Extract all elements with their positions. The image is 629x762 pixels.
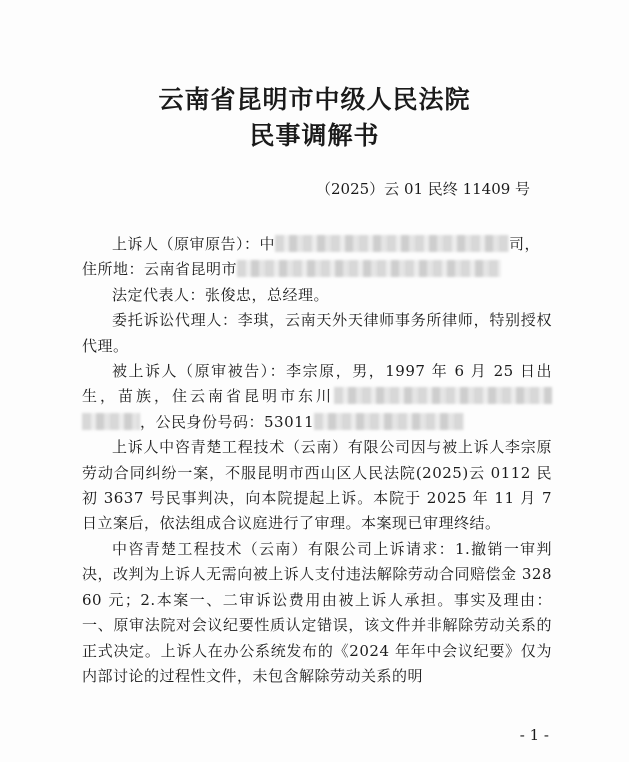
redacted-appellee-address: [334, 387, 552, 404]
court-name: 云南省昆明市中级人民法院: [158, 85, 471, 114]
appellant-address: [82, 257, 552, 282]
document-body: [82, 232, 552, 689]
appellant-prefix: 上诉人（原审原告）：中: [112, 235, 276, 253]
appeal-claims-paragraph: 中咨青楚工程技术（云南）有限公司上诉请求：1.撤销一审判决，改判为上诉人无需向被上诉人支付违法解除劳动合同赔偿金 32860 元；2.本案一、二审诉讼费用由被上诉人承担。事实及理由：一、原审法院对会议纪要性质认定错误，该文件并非解除劳动关系的正式决定。上诉人在办公系统发布的《2024 年年中会议纪要》仅为内部讨论的过程性文件，未包含解除劳动关系的明: [82, 539, 552, 685]
redacted-address: [237, 260, 501, 277]
legal-representative: 法定代表人：张俊忠，总经理。: [112, 285, 330, 304]
appellant-suffix: 司，: [509, 235, 541, 253]
redacted-appellee-address-cont: [82, 413, 140, 430]
case-intro-paragraph: 上诉人中咨青楚工程技术（云南）有限公司因与被上诉人李宗原劳动合同纠纷一案，不服昆明市西山区人民法院(2025)云 0112 民初 3637 号民事判决，向本院提起上诉。本院于 2025 年 11 月 7 日立案后，依法组成合议庭进行了审理。本案现已审理终结。: [82, 438, 552, 533]
appellee-info: [82, 359, 552, 435]
redacted-company-name: [275, 235, 509, 252]
redacted-id-number: [314, 413, 464, 430]
case-number: （2025）云 01 民终 11409 号: [316, 180, 531, 198]
appellant-line: [82, 232, 552, 257]
address-label: 住所地：云南省昆明市: [82, 260, 238, 279]
litigation-agent: 委托诉讼代理人：李琪，云南天外天律师事务所律师，特别授权代理。: [82, 311, 552, 355]
appellee-id-label: ，公民身份号码：53011: [140, 412, 315, 431]
page-number: - 1 -: [519, 726, 549, 744]
document-title: 民事调解书: [249, 121, 380, 150]
appellee-text: 被上诉人（原审被告）：李宗原，男，1997 年 6 月 25 日出生，苗族，住云南省昆明市东川: [82, 362, 552, 406]
